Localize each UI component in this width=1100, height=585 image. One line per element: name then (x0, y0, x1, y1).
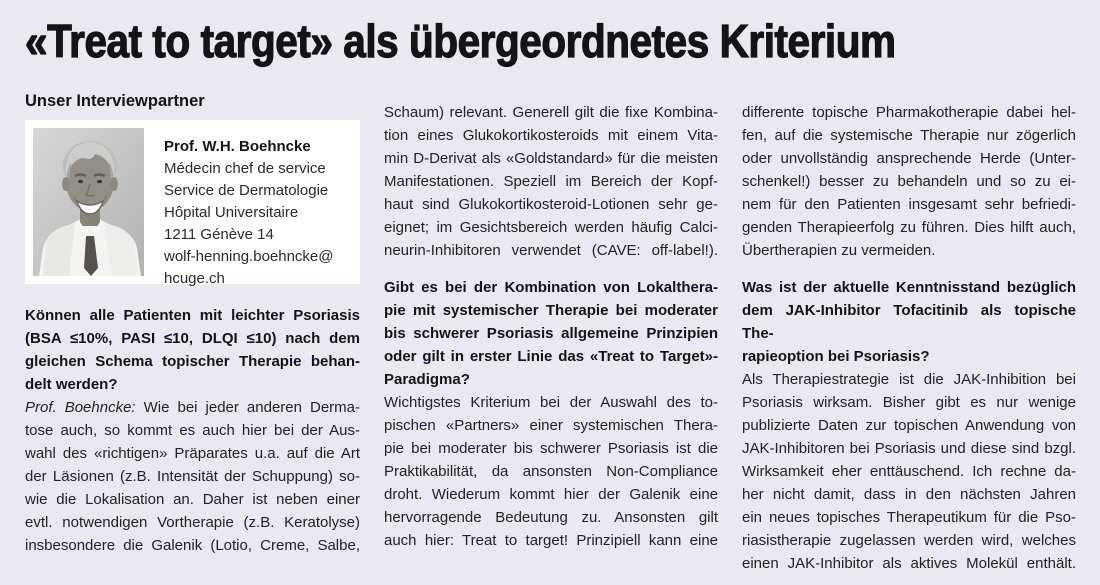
text-line: nem für den Patienten insgesamt sehr befriedi- (742, 196, 1076, 213)
text-line: einen JAK-Inhibitor als aktives Molekül enthält. (742, 555, 1076, 572)
text-line: genden Therapieerfolg zu führen. Dies hilft auch, (742, 219, 1076, 236)
text-line: gleichen Schema topischer Therapie behan- (25, 353, 360, 370)
contact-line: Hôpital Universitaire (164, 204, 299, 221)
text-line: Gibt es bei der Kombination von Lokalthera- (384, 279, 718, 296)
text-line: pischen «Partners» einer systemischen Thera- (384, 417, 718, 434)
text-line: delt werden? (25, 376, 118, 393)
text-line: Übertherapien zu vermeiden. (742, 242, 936, 259)
text-line: wahl des «richtigen» Präparates u.a. auf die Art (25, 445, 360, 462)
answer-block (742, 368, 1076, 575)
text-line: schenkel!) besser zu behandeln und so zu ei- (742, 173, 1076, 190)
text-line: pie mit systemischer Therapie bei moderater (384, 302, 718, 319)
contact-line: Service de Dermatologie (164, 182, 329, 199)
column-3-text (742, 101, 1076, 575)
text-line: oder unvollständig ansprechende Herde (Unter- (742, 150, 1076, 167)
interviewee-photo (33, 128, 144, 276)
text-line: fen, auf die systemische Therapie nur zögerlich (742, 127, 1076, 144)
page-title (25, 16, 1075, 66)
text-line: haut sind Glukokortikosteroid-Lotionen sehr ge- (384, 196, 718, 213)
text-line: ein neues topisches Therapeutikum für die Pso- (742, 509, 1076, 526)
text-line: her nicht damit, dass in den nächsten Jahren (742, 486, 1076, 503)
text-line: (BSA ≤10%, PASI ≤10, DLQI ≤10) nach dem (25, 330, 360, 347)
text-line: tose auch, so kommt es auch hier bei der Aus- (25, 422, 360, 439)
text-line: Praktikabilität, da ansonsten Non-Compliance (384, 463, 718, 480)
text-line: rapieoption bei Psoriasis? (742, 348, 930, 365)
contact-line: hcuge.ch (164, 270, 225, 287)
text-line: bis schwerer Psoriasis allgemeine Prinzipien (384, 325, 718, 342)
text-line: Manifestationen. Speziell im Bereich der Kopf- (384, 173, 718, 190)
article-columns (0, 90, 1100, 575)
text-line: differente topische Pharmakotherapie dabei hel- (742, 104, 1076, 121)
interviewee-box (25, 120, 360, 287)
interview-partner-heading: Unser Interviewpartner (25, 92, 205, 110)
text-line: hervorragende Bedeutung zu. Ansonsten gilt (384, 509, 718, 526)
column-2-text (384, 101, 718, 552)
interviewee-name: Prof. W.H. Boehncke (164, 138, 311, 155)
speaker-lead: Prof. Boehncke: (25, 399, 136, 416)
text-line: eignet; im Gesichtsbereich werden häufig Calci- (384, 219, 718, 236)
answer-block (742, 101, 1076, 262)
text-line: evtl. notwendigen Vortherapie (z.B. Keratolyse) (25, 514, 360, 531)
interviewee-info (164, 128, 334, 287)
text-line: Schaum) relevant. Generell gilt die fixe Kombina- (384, 104, 718, 121)
column-1 (25, 90, 360, 557)
contact-line: Médecin chef de service (164, 160, 326, 177)
text-line: publizierte Daten zur topischen Anwendung von (742, 417, 1076, 434)
text-line: riasistherapie zugelassen werden wird, welches (742, 532, 1076, 549)
answer-block (384, 101, 718, 262)
text-line: der Läsionen (z.B. Intensität der Schuppung) so- (25, 468, 360, 485)
question-block (742, 276, 1076, 368)
page-title-text: «Treat to target» als übergeordnetes Kriterium (25, 15, 896, 67)
text-line: Als Therapiestrategie ist die JAK-Inhibition bei (742, 371, 1076, 388)
text-line: pie bei moderater bis schwerer Psoriasis ist die (384, 440, 718, 457)
answer-block (384, 391, 718, 552)
column-2 (384, 90, 718, 552)
text-line: Paradigma? (384, 371, 470, 388)
text-line: droht. Wiederum kommt hier der Galenik eine (384, 486, 718, 503)
answer-block (25, 396, 360, 557)
text-line: wie die Lokalisation an. Daher ist neben einer (25, 491, 360, 508)
text-line: neurin-Inhibitoren verwendet (CAVE: off-label!). (384, 242, 718, 259)
text-line: Wichtigstes Kriterium bei der Auswahl des to- (384, 394, 718, 411)
text-line: Wirksamkeit eher enttäuschend. Ich rechne da- (742, 463, 1076, 480)
column-3 (742, 90, 1076, 575)
question-block (384, 276, 718, 391)
text-line: Was ist der aktuelle Kenntnisstand bezüglich (742, 279, 1076, 296)
contact-line: 1211 Génève 14 (164, 226, 274, 243)
column-1-text (25, 304, 360, 557)
text-line: tion eines Glukokortikosteroids mit einem Vita- (384, 127, 718, 144)
text-line: auch hier: Treat to target! Prinzipiell kann eine (384, 532, 718, 549)
text-line: oder gilt in erster Linie das «Treat to Target»- (384, 348, 718, 365)
text-line: Können alle Patienten mit leichter Psoriasis (25, 307, 360, 324)
text-line: Psoriasis wirksam. Bisher gibt es nur wenige (742, 394, 1076, 411)
text-line: insbesondere die Galenik (Lotio, Creme, Salbe, (25, 537, 360, 554)
text-line: min D-Derivat als «Goldstandard» für die meisten (384, 150, 718, 167)
text-line: dem JAK-Inhibitor Tofacitinib als topische The- (742, 302, 1076, 342)
question-block (25, 304, 360, 396)
text-line: JAK-Inhibitoren bei Psoriasis und diese sind bzgl. (742, 440, 1076, 457)
text-line: Prof. Boehncke: Wie bei jeder anderen Derma- (25, 399, 360, 416)
contact-line: wolf-henning.boehncke@ (164, 248, 334, 265)
